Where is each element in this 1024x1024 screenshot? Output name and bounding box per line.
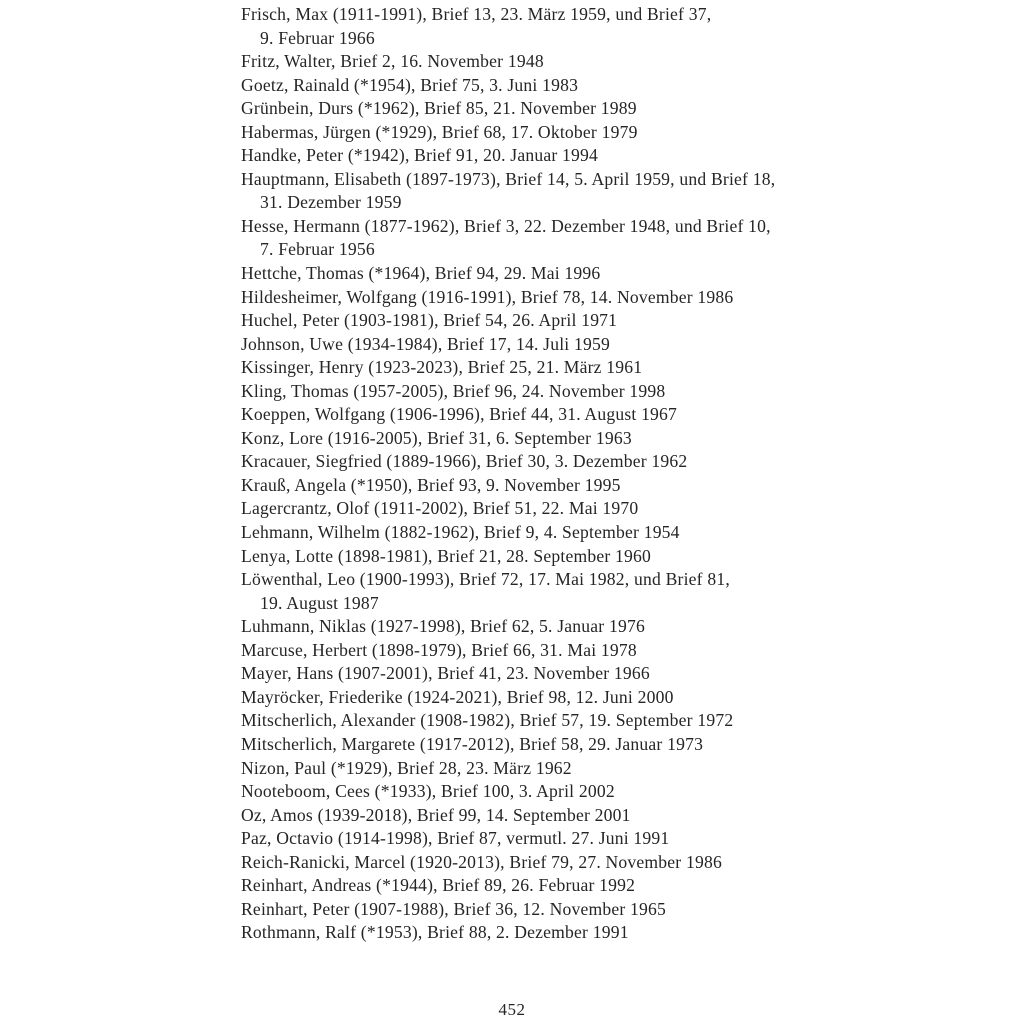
index-line: Mitscherlich, Alexander (1908-1982), Brief 57, 19. September 1972 <box>241 710 734 731</box>
index-line: Goetz, Rainald (*1954), Brief 75, 3. Juni 1983 <box>241 74 579 95</box>
index-line: 9. Februar 1966 <box>260 27 375 48</box>
index-line: Hesse, Hermann (1877-1962), Brief 3, 22. Dezember 1948, und Brief 10, <box>241 215 771 236</box>
index-line: Hettche, Thomas (*1964), Brief 94, 29. Mai 1996 <box>241 263 601 284</box>
index-line: Krauß, Angela (*1950), Brief 93, 9. November 1995 <box>241 474 621 495</box>
index-line: Grünbein, Durs (*1962), Brief 85, 21. November 1989 <box>241 98 637 119</box>
index-line: Luhmann, Niklas (1927-1998), Brief 62, 5. Januar 1976 <box>241 616 645 637</box>
index-line: Kissinger, Henry (1923-2023), Brief 25, 21. März 1961 <box>241 357 643 378</box>
index-line: 7. Februar 1956 <box>260 239 375 260</box>
index-line: Reich-Ranicki, Marcel (1920-2013), Brief 79, 27. November 1986 <box>241 851 722 872</box>
index-line: Handke, Peter (*1942), Brief 91, 20. Januar 1994 <box>241 145 598 166</box>
index-line: Reinhart, Peter (1907-1988), Brief 36, 12. November 1965 <box>241 898 667 919</box>
index-line: Johnson, Uwe (1934-1984), Brief 17, 14. Juli 1959 <box>241 333 610 354</box>
index-line: Lenya, Lotte (1898-1981), Brief 21, 28. September 1960 <box>241 545 651 566</box>
index-line: Koeppen, Wolfgang (1906-1996), Brief 44, 31. August 1967 <box>241 404 678 425</box>
index-line: Kling, Thomas (1957-2005), Brief 96, 24. November 1998 <box>241 380 666 401</box>
index-line: Mitscherlich, Margarete (1917-2012), Brief 58, 29. Januar 1973 <box>241 733 704 754</box>
index-line: Mayer, Hans (1907-2001), Brief 41, 23. November 1966 <box>241 663 650 684</box>
index-line: 31. Dezember 1959 <box>260 192 402 213</box>
index-line: Löwenthal, Leo (1900-1993), Brief 72, 17. Mai 1982, und Brief 81, <box>241 569 730 590</box>
index-line: Marcuse, Herbert (1898-1979), Brief 66, 31. Mai 1978 <box>241 639 637 660</box>
index-line: Hauptmann, Elisabeth (1897-1973), Brief 14, 5. April 1959, und Brief 18, <box>241 168 776 189</box>
index-line: Reinhart, Andreas (*1944), Brief 89, 26. Februar 1992 <box>241 875 636 896</box>
index-line: Huchel, Peter (1903-1981), Brief 54, 26. April 1971 <box>241 310 618 331</box>
index-line: Lehmann, Wilhelm (1882-1962), Brief 9, 4. September 1954 <box>241 522 680 543</box>
index-line: Nizon, Paul (*1929), Brief 28, 23. März 1962 <box>241 757 572 778</box>
index-line: Hildesheimer, Wolfgang (1916-1991), Brief 78, 14. November 1986 <box>241 286 734 307</box>
index-line: Kracauer, Siegfried (1889-1966), Brief 30, 3. Dezember 1962 <box>241 451 688 472</box>
index-line: Nooteboom, Cees (*1933), Brief 100, 3. April 2002 <box>241 781 615 802</box>
page-number: 452 <box>498 1000 526 1019</box>
index-list <box>241 3 801 945</box>
index-line: Rothmann, Ralf (*1953), Brief 88, 2. Dezember 1991 <box>241 922 629 943</box>
index-line: Lagercrantz, Olof (1911-2002), Brief 51, 22. Mai 1970 <box>241 498 639 519</box>
index-line: Habermas, Jürgen (*1929), Brief 68, 17. Oktober 1979 <box>241 121 638 142</box>
index-line: Mayröcker, Friederike (1924-2021), Brief 98, 12. Juni 2000 <box>241 686 674 707</box>
index-line: Oz, Amos (1939-2018), Brief 99, 14. September 2001 <box>241 804 631 825</box>
index-line: Paz, Octavio (1914-1998), Brief 87, vermutl. 27. Juni 1991 <box>241 828 670 849</box>
index-line: Fritz, Walter, Brief 2, 16. November 1948 <box>241 51 544 72</box>
index-line: 19. August 1987 <box>260 592 379 613</box>
index-line: Frisch, Max (1911-1991), Brief 13, 23. März 1959, und Brief 37, <box>241 4 712 24</box>
index-line: Konz, Lore (1916-2005), Brief 31, 6. September 1963 <box>241 427 632 448</box>
